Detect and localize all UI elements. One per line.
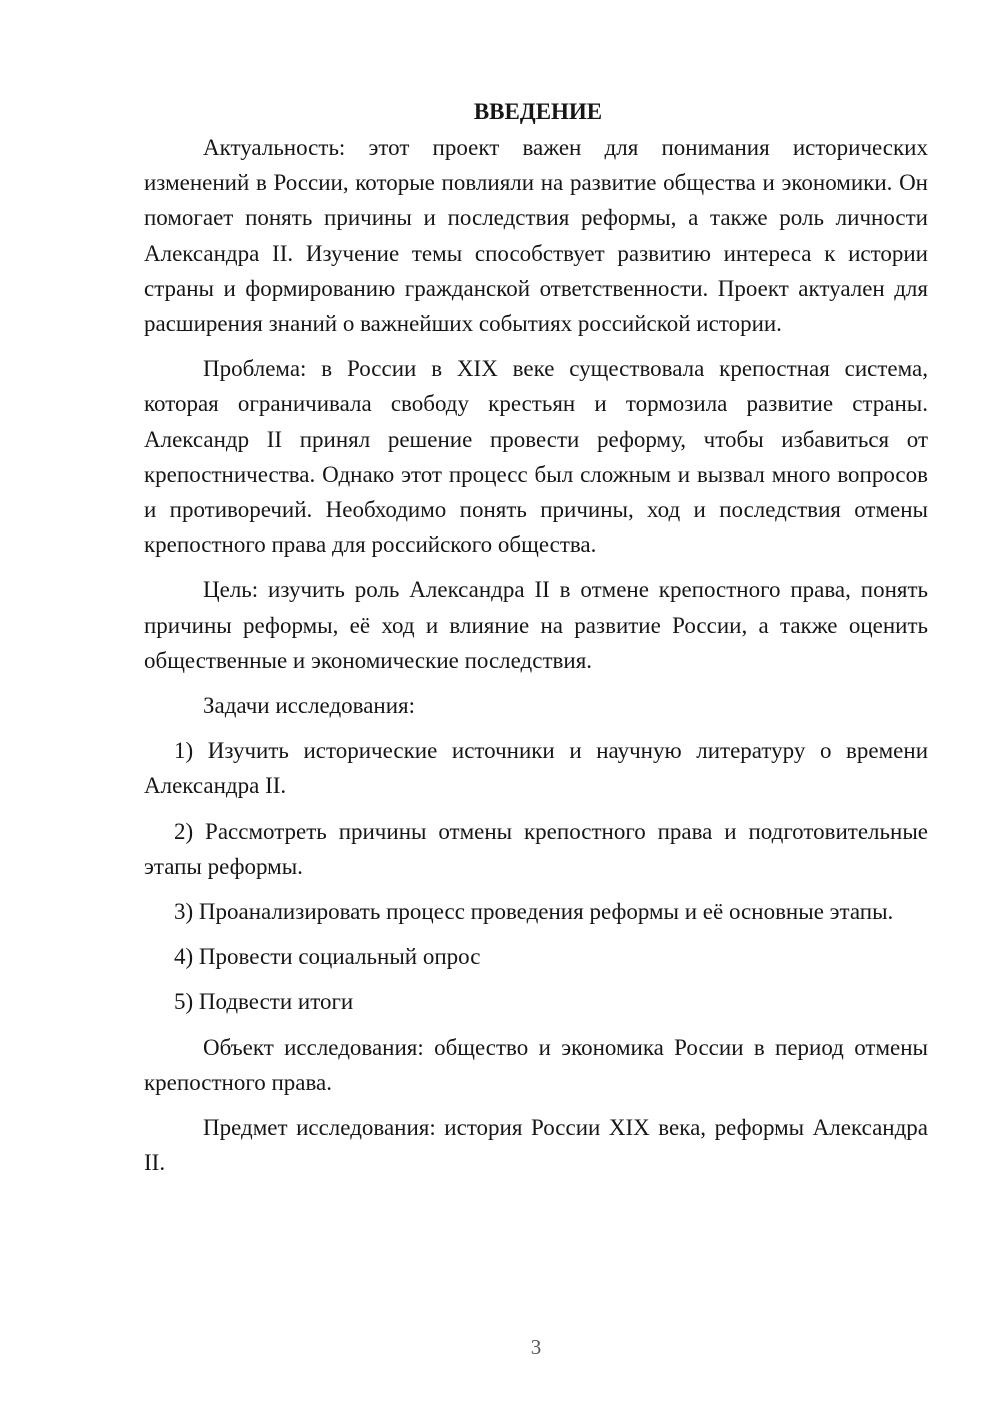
page-number: 3 xyxy=(530,1335,542,1359)
paragraph-object: Объект исследования: общество и экономика России в период отмены крепостного права. xyxy=(144,1034,928,1095)
paragraph-relevance: Актуальность: этот проект важен для понимания исторических изменений в России, которые повлияли на развитие общества и экономики. Он помогает понять причины и последствия реформы, а также роль личности Александра II. Изучение темы способствует развитию интереса к истории страны и формированию гражданской ответственности. Проект актуален для расширения знаний о важнейших событиях российской истории. xyxy=(144,135,928,337)
task-item-1: 1) Изучить исторические источники и научную литературу о времени Александра II. xyxy=(144,738,928,799)
paragraph-goal: Цель: изучить роль Александра II в отмене крепостного права, понять причины реформы, её ход и влияние на развитие России, а также оценить общественные и экономические последствия. xyxy=(144,577,928,673)
task-item-4: 4) Провести социальный опрос xyxy=(174,944,481,970)
section-title: ВВЕДЕНИЕ xyxy=(473,99,603,124)
task-item-2: 2) Рассмотреть причины отмены крепостного права и подготовительные этапы реформы. xyxy=(144,818,928,879)
task-item-5: 5) Подвести итоги xyxy=(174,989,354,1015)
document-page xyxy=(144,94,928,1190)
paragraph-subject: Предмет исследования: история России XIX века, реформы Александра II. xyxy=(144,1115,928,1176)
task-item-3: 3) Проанализировать процесс проведения реформы и её основные этапы. xyxy=(174,899,894,925)
paragraph-problem: Проблема: в России в XIX веке существовала крепостная система, которая ограничивала свободу крестьян и тормозила развитие страны. Александр II принял решение провести реформу, чтобы избавиться от крепостничества. Однако этот процесс был сложным и вызвал много вопросов и противоречий. Необходимо понять причины, ход и последствия отмены крепостного права для российского общества. xyxy=(144,356,928,558)
tasks-heading: Задачи исследования: xyxy=(203,693,416,719)
